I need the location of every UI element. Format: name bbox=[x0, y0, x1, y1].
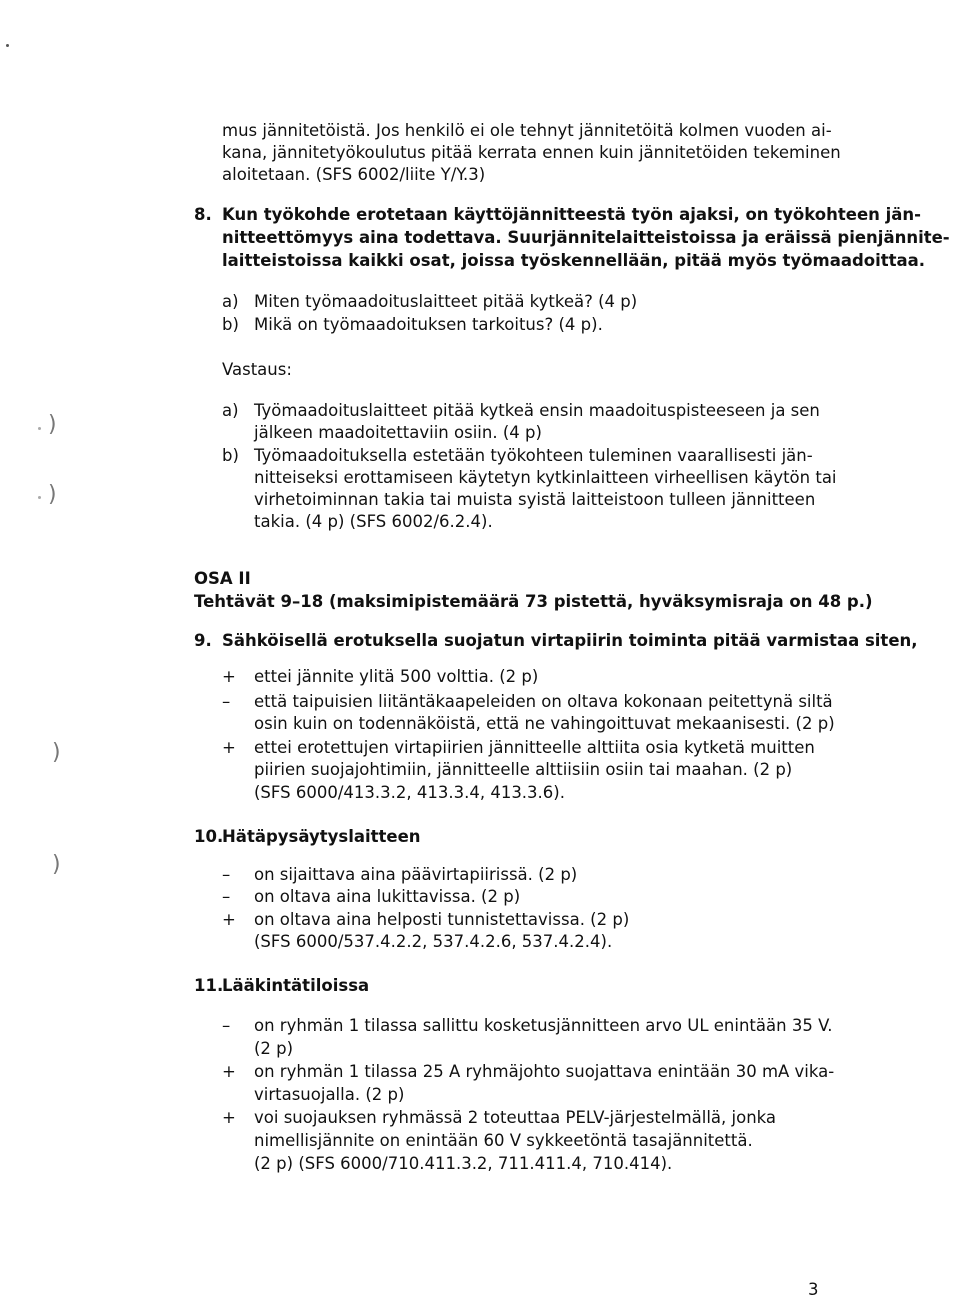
answer-marker: a) bbox=[222, 401, 239, 420]
option-text: että taipuisien liitäntäkaapeleiden on oltava kokonaan peitettynä siltä bbox=[254, 692, 833, 711]
answer-mark: + bbox=[222, 910, 236, 929]
answer-mark: – bbox=[222, 692, 231, 711]
answer-text: Työmaadoituslaitteet pitää kytkeä ensin maadoituspisteeseen ja sen bbox=[254, 401, 820, 420]
question-text: nitteettömyys aina todettava. Suurjännitelaitteistoissa ja eräissä pienjännite- bbox=[222, 228, 950, 247]
margin-mark: ) bbox=[52, 740, 61, 765]
answer-mark: – bbox=[222, 887, 231, 906]
sub-question-marker: b) bbox=[222, 315, 239, 334]
answer-mark: + bbox=[222, 1062, 236, 1081]
option-text: voi suojauksen ryhmässä 2 toteuttaa PELV-järjestelmällä, jonka bbox=[254, 1108, 777, 1127]
answer-mark: + bbox=[222, 738, 236, 757]
margin-mark: ) bbox=[52, 852, 61, 877]
option-text: (2 p) bbox=[254, 1039, 294, 1058]
answer-text: jälkeen maadoitettaviin osiin. (4 p) bbox=[254, 423, 542, 442]
option-text: ettei erotettujen virtapiirien jännitteelle alttiita osia kytketä muitten bbox=[254, 738, 815, 757]
option-text: (SFS 6000/413.3.2, 413.3.4, 413.3.6). bbox=[254, 783, 565, 802]
intro-line: mus jännitetöistä. Jos henkilö ei ole tehnyt jännitetöitä kolmen vuoden ai- bbox=[222, 121, 832, 140]
margin-mark: ) bbox=[48, 482, 57, 507]
answer-label: Vastaus: bbox=[222, 360, 292, 379]
scan-speck bbox=[38, 496, 41, 499]
sub-question: Miten työmaadoituslaitteet pitää kytkeä? (4 p) bbox=[254, 292, 638, 311]
question-number: 10. bbox=[194, 827, 224, 846]
answer-text: takia. (4 p) (SFS 6002/6.2.4). bbox=[254, 512, 493, 531]
question-title: Hätäpysäytyslaitteen bbox=[222, 827, 421, 846]
answer-mark: – bbox=[222, 865, 231, 884]
option-text: on oltava aina helposti tunnistettavissa. (2 p) bbox=[254, 910, 630, 929]
question-text: Kun työkohde erotetaan käyttöjännitteestä työn ajaksi, on työkohteen jän- bbox=[222, 205, 922, 224]
question-number: 8. bbox=[194, 205, 212, 224]
option-text: virtasuojalla. (2 p) bbox=[254, 1085, 405, 1104]
question-title: Lääkintätiloissa bbox=[222, 976, 370, 995]
page-number: 3 bbox=[808, 1280, 819, 1299]
answer-text: virhetoiminnan takia tai muista syistä laitteistoon tulleen jännitteen bbox=[254, 490, 816, 509]
intro-line: aloitetaan. (SFS 6002/liite Y/Y.3) bbox=[222, 165, 486, 184]
section-title: OSA II bbox=[194, 569, 251, 588]
answer-text: nitteiseksi erottamiseen käytetyn kytkinlaitteen virheellisen käytön tai bbox=[254, 468, 837, 487]
option-text: (2 p) (SFS 6000/710.411.3.2, 711.411.4, 710.414). bbox=[254, 1154, 673, 1173]
question-number: 9. bbox=[194, 631, 212, 650]
intro-line: kana, jännitetyökoulutus pitää kerrata ennen kuin jännitetöiden tekeminen bbox=[222, 143, 841, 162]
option-text: on sijaittava aina päävirtapiirissä. (2 p) bbox=[254, 865, 578, 884]
answer-mark: + bbox=[222, 1108, 236, 1127]
scan-speck bbox=[38, 427, 41, 430]
option-text: on ryhmän 1 tilassa sallittu kosketusjännitteen arvo UL enintään 35 V. bbox=[254, 1016, 833, 1035]
answer-mark: – bbox=[222, 1016, 231, 1035]
margin-mark: ) bbox=[48, 412, 57, 437]
answer-mark: + bbox=[222, 667, 236, 686]
option-text: ettei jännite ylitä 500 volttia. (2 p) bbox=[254, 667, 539, 686]
option-text: piirien suojajohtimiin, jännitteelle alttiisiin osiin tai maahan. (2 p) bbox=[254, 760, 793, 779]
scan-speck bbox=[6, 44, 9, 47]
answer-text: Työmaadoituksella estetään työkohteen tuleminen vaarallisesti jän- bbox=[254, 446, 813, 465]
option-text: nimellisjännite on enintään 60 V sykkeetöntä tasajännitettä. bbox=[254, 1131, 753, 1150]
sub-question-marker: a) bbox=[222, 292, 239, 311]
option-text: on ryhmän 1 tilassa 25 A ryhmäjohto suojattava enintään 30 mA vika- bbox=[254, 1062, 835, 1081]
question-number: 11. bbox=[194, 976, 224, 995]
answer-marker: b) bbox=[222, 446, 239, 465]
option-text: on oltava aina lukittavissa. (2 p) bbox=[254, 887, 521, 906]
question-text: laitteistoissa kaikki osat, joissa työskennellään, pitää myös työmaadoittaa. bbox=[222, 251, 926, 270]
sub-question: Mikä on työmaadoituksen tarkoitus? (4 p). bbox=[254, 315, 603, 334]
question-title: Sähköisellä erotuksella suojatun virtapiirin toiminta pitää varmistaa siten, bbox=[222, 631, 918, 650]
option-text: (SFS 6000/537.4.2.2, 537.4.2.6, 537.4.2.4). bbox=[254, 932, 613, 951]
option-text: osin kuin on todennäköistä, että ne vahingoittuvat mekaanisesti. (2 p) bbox=[254, 714, 835, 733]
section-subtitle: Tehtävät 9–18 (maksimipistemäärä 73 pistettä, hyväksymisraja on 48 p.) bbox=[194, 592, 873, 611]
